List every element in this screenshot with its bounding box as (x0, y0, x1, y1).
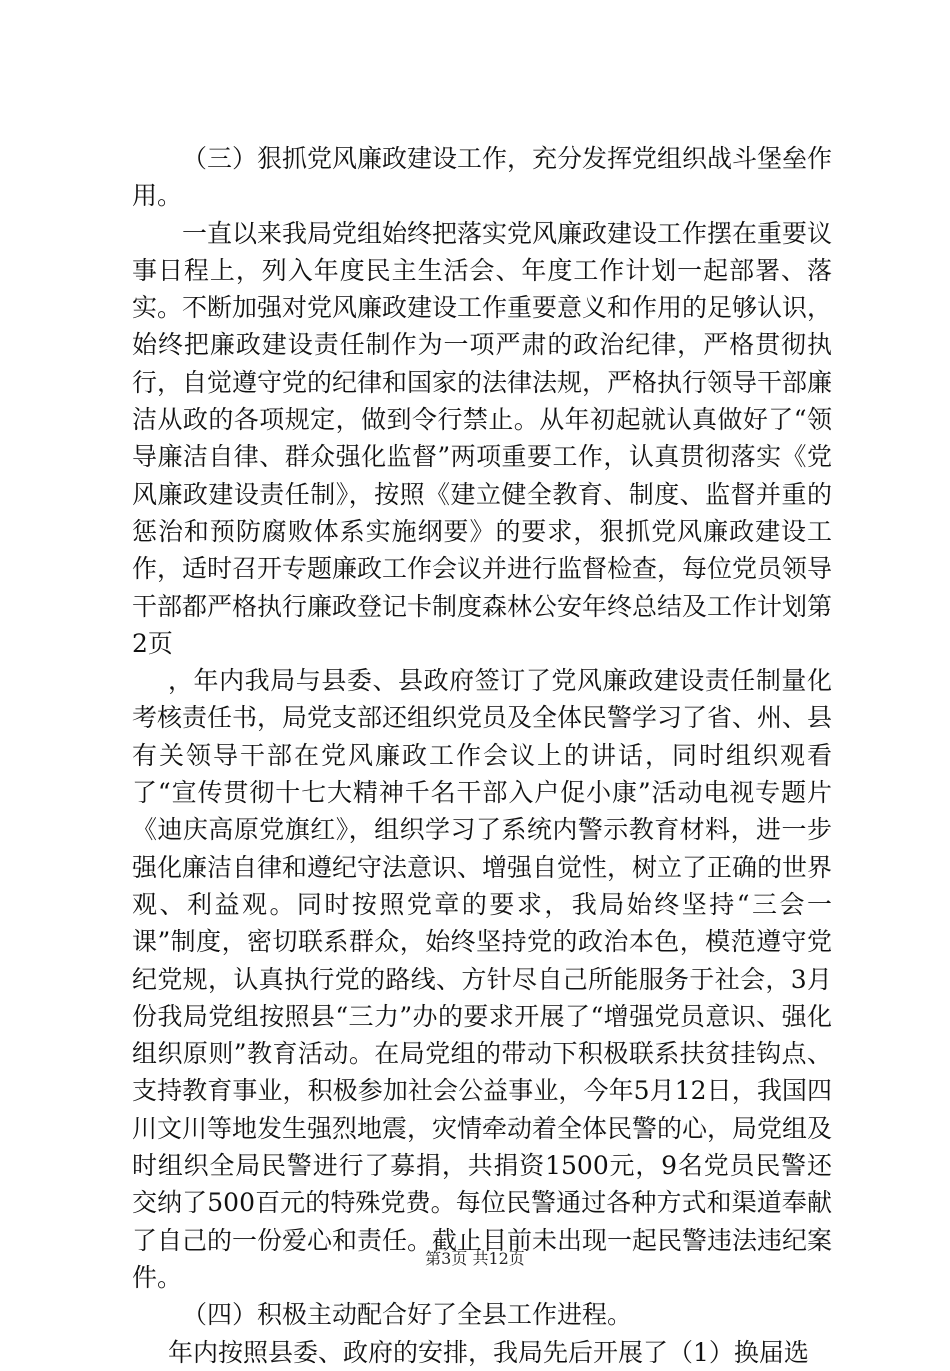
page-footer: 第3页 共12页 (425, 1249, 525, 1268)
body-paragraph: 一直以来我局党组始终把落实党风廉政建设工作摆在重要议事日程上，列入年度民主生活会、年度工作计划一起部署、落实。不断加强对党风廉政建设工作重要意义和作用的足够认识，始终把廉政建设责任制作为一项严肃的政治纪律，严格贯彻执行，自觉遵守党的纪律和国家的法律法规，严格执行领导干部廉洁从政的各项规定，做到令行禁止。从年初起就认真做好了“领导廉洁自律、群众强化监督”两项重要工作，认真贯彻落实《党风廉政建设责任制》，按照《建立健全教育、制度、监督并重的惩治和预防腐败体系实施纲要》的要求，狠抓党风廉政建设工作，适时召开专题廉政工作会议并进行监督检查，每位党员领导干部都严格执行廉政登记卡制度森林公安年终总结及工作计划第2页 (132, 218, 833, 658)
section-heading-4: （四）积极主动配合好了全县工作进程。 (182, 1300, 633, 1330)
body-paragraph-continued: ，年内我局与县委、县政府签订了党风廉政建设责任制量化考核责任书，局党支部还组织党员及全体民警学习了省、州、县有关领导干部在党风廉政工作会议上的讲话，同时组织观看了“宣传贯彻十七大精神千名干部入户促小康”活动电视专题片《迪庆高原党旗红》，组织学习了系统内警示教育材料，进一步强化廉洁自律和遵纪守法意识、增强自觉性，树立了正确的世界观、利益观。同时按照党章的要求，我局始终坚持“三会一课”制度，密切联系群众，始终坚持党的政治本色，模范遵守党纪党规，认真执行党的路线、方针尽自己所能服务于社会，3月份我局党组按照县“三力”办的要求开展了“增强党员意识、强化组织原则”教育活动。在局党组的带动下积极联系扶贫挂钩点、支持教育事业，积极参加社会公益事业，今年5月12日，我国四川文川等地发生强烈地震，灾情牵动着全体民警的心，局党组及时组织全局民警进行了募捐，共捐资1500元，9名党员民警还交纳了500百元的特殊党费。每位民警通过各种方式和渠道奉献了自己的一份爱心和责任。截止目前未出现一起民警违法违纪案件。 (132, 666, 833, 1292)
body-paragraph-last: 年内按照县委、政府的安排，我局先后开展了（1）换届选 (168, 1337, 809, 1367)
document-body (132, 140, 832, 1371)
section-heading-3: （三）狠抓党风廉政建设工作，充分发挥党组织战斗堡垒作用。 (132, 144, 833, 211)
